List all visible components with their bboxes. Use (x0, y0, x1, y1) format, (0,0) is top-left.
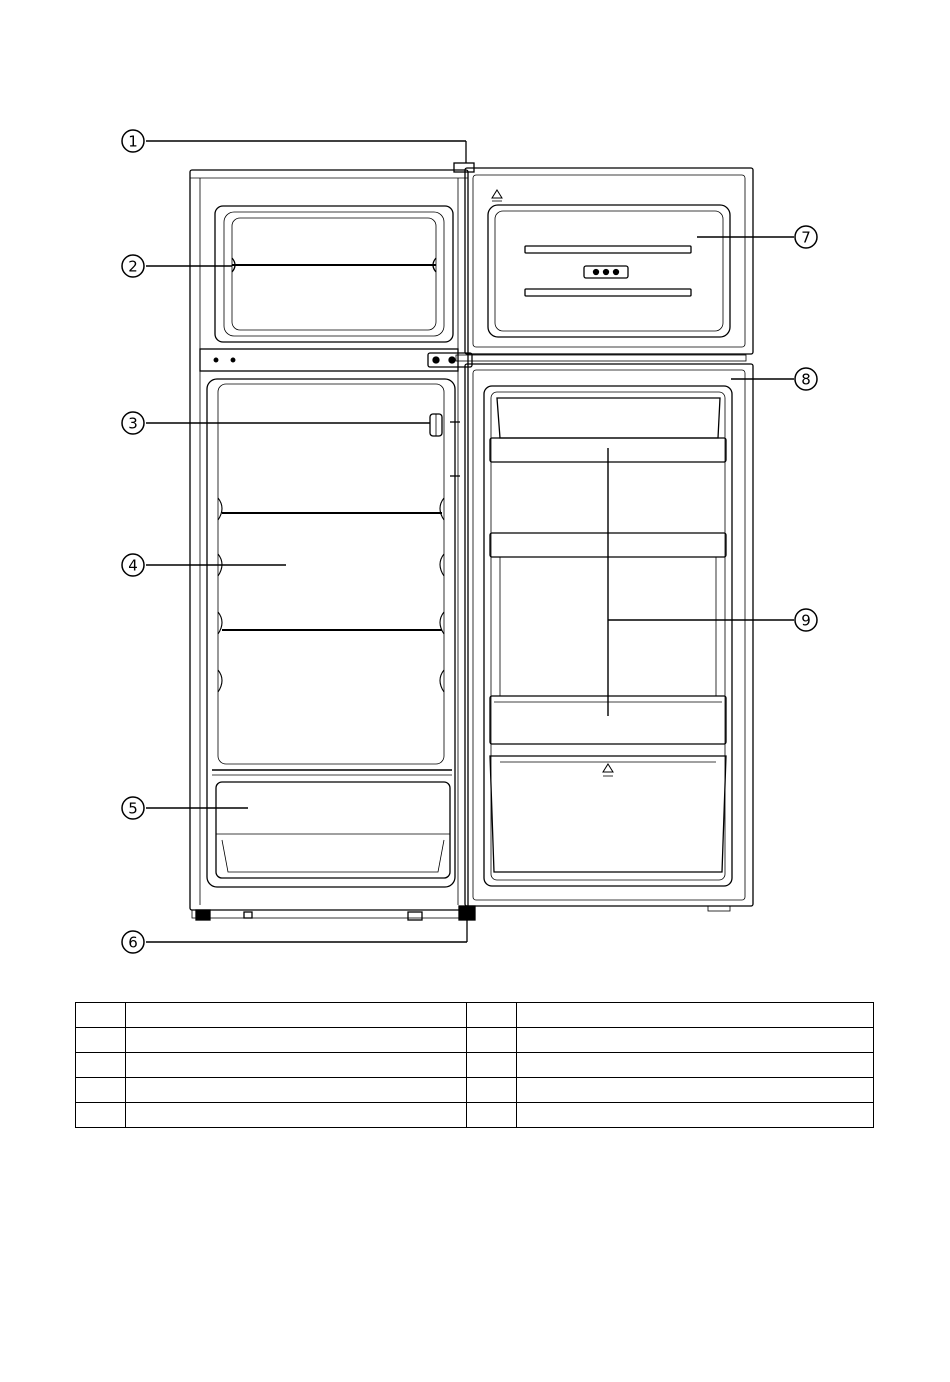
table-row (76, 1053, 874, 1078)
part-name-cell (517, 1028, 874, 1053)
svg-text:4: 4 (128, 556, 138, 575)
callout-4 (122, 554, 144, 576)
part-name-cell (517, 1103, 874, 1128)
svg-text:5: 5 (128, 799, 138, 818)
part-number-cell (467, 1078, 517, 1103)
svg-text:7: 7 (801, 228, 811, 247)
part-number-cell (76, 1028, 126, 1053)
part-number-cell (76, 1103, 126, 1128)
table-row (76, 1103, 874, 1128)
freezer-compartment (215, 206, 453, 342)
part-number-cell (467, 1053, 517, 1078)
middle-hinge (456, 355, 746, 361)
part-name-cell (126, 1003, 467, 1028)
svg-text:1: 1 (128, 132, 138, 151)
svg-text:6: 6 (128, 933, 138, 952)
part-number-cell (76, 1053, 126, 1078)
part-name-cell (517, 1053, 874, 1078)
part-name-cell (517, 1003, 874, 1028)
adjustable-foot (459, 906, 475, 942)
fridge-door (465, 364, 753, 911)
table-row (76, 1028, 874, 1053)
compartment-divider (200, 349, 472, 371)
callout-3 (122, 412, 144, 434)
part-name-cell (126, 1053, 467, 1078)
crisper-drawer (212, 770, 452, 878)
thermostat-knob (430, 414, 442, 436)
recycle-symbol-icon (603, 764, 613, 776)
part-number-cell (467, 1003, 517, 1028)
svg-text:8: 8 (801, 370, 811, 389)
part-number-cell (76, 1003, 126, 1028)
table-row (76, 1003, 874, 1028)
part-number-cell (467, 1103, 517, 1128)
freezer-door (465, 168, 753, 354)
part-name-cell (126, 1028, 467, 1053)
recycle-symbol-icon (492, 190, 502, 201)
part-name-cell (517, 1078, 874, 1103)
callouts (122, 130, 817, 953)
part-name-cell (126, 1078, 467, 1103)
part-number-cell (467, 1028, 517, 1053)
cabinet-base (192, 910, 468, 920)
callout-1 (122, 130, 144, 152)
callout-8 (795, 368, 817, 390)
freezer-door-shelves (525, 246, 691, 296)
parts-table (75, 1002, 874, 1128)
fridge-compartment (207, 379, 460, 887)
callout-9 (795, 609, 817, 631)
table-row (76, 1078, 874, 1103)
part-number-cell (76, 1078, 126, 1103)
freezer-shelf (232, 258, 436, 272)
leader-lines (146, 141, 794, 942)
callout-7 (795, 226, 817, 248)
svg-text:3: 3 (128, 414, 138, 433)
callout-6 (122, 931, 144, 953)
callout-5 (122, 797, 144, 819)
glass-shelves (222, 513, 442, 630)
svg-text:2: 2 (128, 257, 138, 276)
part-name-cell (126, 1103, 467, 1128)
svg-text:9: 9 (801, 611, 811, 630)
callout-2 (122, 255, 144, 277)
